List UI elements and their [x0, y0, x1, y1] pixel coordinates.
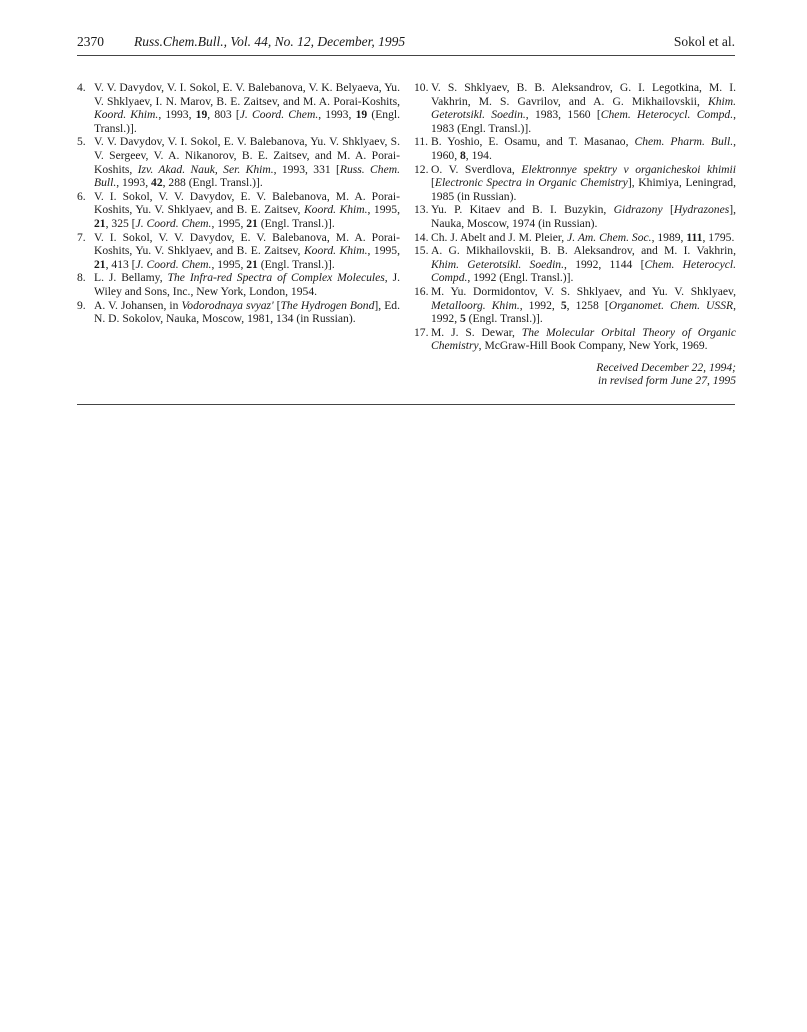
reference-text: V. I. Sokol, V. V. Davydov, E. V. Balebanova, M. A. Porai-Koshits, Yu. V. Shklyaev, and B. E. Zaitsev,	[94, 230, 400, 258]
received-line1: Received December 22, 1994;	[596, 360, 736, 374]
reference-text: A. G. Mikhailovskii, B. B. Aleksandrov, and M. I. Vakhrin,	[431, 244, 736, 258]
reference-item	[77, 81, 400, 135]
reference-text: B. Yoshio, E. Osamu, and T. Masanao,	[431, 135, 635, 149]
reference-item	[414, 203, 736, 230]
reference-text: V. V. Davydov, V. I. Sokol, E. V. Balebanova, Yu. V. Shklyaev, S. V. Sergeev, V. A. Nikanorov, B. E. Zaitsev, and M. A. Porai-Koshits,	[94, 135, 400, 176]
reference-text: , 325 [	[105, 216, 136, 230]
reference-number: 4.	[77, 81, 86, 94]
reference-text: ], Nauka, Moscow, 1974 (in Russian).	[431, 203, 736, 230]
reference-item	[77, 190, 400, 231]
bold-volume: 5	[459, 312, 466, 326]
reference-text: O. V. Sverdlova,	[431, 162, 522, 176]
reference-text: A. V. Johansen, in	[94, 298, 182, 312]
reference-text: , 1992, 1144 [	[564, 257, 645, 271]
reference-text: , 1995,	[211, 216, 247, 230]
reference-text: , 1992,	[519, 298, 561, 312]
reference-text: , McGraw-Hill Book Company, New York, 1969.	[478, 339, 708, 353]
reference-text: , 1992 (Engl. Transl.)].	[467, 271, 574, 285]
reference-text: (Engl. Transl.)].	[94, 108, 400, 135]
reference-text: M. Yu. Dormidontov, V. S. Shklyaev, and Yu. V. Shklyaev,	[431, 284, 736, 298]
reference-text: , 1992,	[431, 298, 737, 326]
reference-number: 9.	[77, 298, 86, 312]
reference-text: M. J. S. Dewar,	[431, 325, 522, 339]
italic-text: The Molecular Orbital Theory of Organic Chemistry	[431, 325, 736, 353]
header-rule	[77, 55, 735, 56]
italic-text: Koord. Khim.	[303, 244, 368, 258]
italic-text: Organomet. Chem. USSR	[608, 298, 734, 312]
reference-text: , 1995,	[367, 244, 401, 258]
reference-item	[77, 231, 400, 272]
reference-item	[414, 244, 736, 285]
journal-citation: Russ.Chem.Bull., Vol. 44, No. 12, December, 1995	[134, 34, 406, 49]
reference-number: 11.	[414, 135, 429, 149]
reference-text: , 1795.	[702, 230, 735, 244]
running-authors	[674, 34, 735, 50]
italic-text: Koord. Khim.	[303, 203, 368, 217]
reference-text: , 1995,	[211, 257, 247, 271]
italic-text: Chem. Heterocycl. Compd.	[431, 257, 736, 285]
reference-text: , 1995,	[367, 203, 401, 217]
italic-text: J. Am. Chem. Soc.	[567, 230, 652, 244]
reference-item	[77, 299, 400, 326]
reference-number: 10.	[414, 81, 429, 94]
reference-item	[414, 285, 736, 326]
bold-volume: 42	[151, 176, 163, 190]
italic-text: Izv. Akad. Nauk, Ser. Khim.	[137, 162, 274, 176]
reference-item	[414, 326, 736, 353]
italic-text: J. Coord. Chem.	[135, 216, 212, 230]
reference-text: V. V. Davydov, V. I. Sokol, E. V. Balebanova, V. K. Belyaeva, Yu. V. Shklyaev, I. N. Marov, B. E. Zaitsev, and M. A. Porai-Koshits,	[94, 81, 400, 108]
bold-volume: 21	[94, 216, 106, 230]
italic-text: Russ. Chem. Bull.	[94, 162, 400, 190]
reference-text: ], Ed. N. D. Sokolov, Nauka, Moscow, 1981, 134 (in Russian).	[94, 298, 401, 326]
reference-text: , 413 [	[105, 257, 136, 271]
bold-volume: 21	[246, 216, 258, 230]
reference-item	[77, 135, 400, 189]
italic-text: Chem. Pharm. Bull.	[634, 135, 734, 149]
reference-item	[77, 271, 400, 298]
bold-volume: 5	[560, 298, 567, 312]
reference-text: Ch. J. Abelt and J. M. Pleier,	[431, 230, 568, 244]
reference-number: 17.	[414, 325, 429, 339]
reference-text: (Engl. Transl.)].	[465, 312, 543, 326]
bold-volume: 19	[355, 108, 368, 122]
italic-text: J. Coord. Chem.	[239, 108, 319, 122]
reference-text: , 1993, 331 [	[273, 162, 340, 176]
reference-number: 12.	[414, 162, 429, 176]
bold-volume: 21	[246, 257, 258, 271]
received-dates	[414, 361, 736, 388]
reference-text: , 288 (Engl. Transl.)].	[162, 176, 263, 190]
reference-text: , 1258 [	[566, 298, 609, 312]
reference-text: , 194.	[465, 148, 492, 162]
reference-text: V. I. Sokol, V. V. Davydov, E. V. Balebanova, M. A. Porai-Koshits, Yu. V. Shklyaev, and B. E. Zaitsev,	[94, 189, 400, 217]
reference-text: L. J. Bellamy,	[94, 271, 168, 285]
bold-volume: 8	[459, 148, 466, 162]
reference-number: 8.	[77, 271, 86, 285]
reference-text: ], Khimiya, Leningrad, 1985 (in Russian).	[431, 176, 736, 203]
reference-text: , 1993,	[158, 108, 196, 122]
italic-text: Elektronnye spektry v organicheskoi khimii	[521, 162, 736, 176]
bold-volume: 111	[686, 230, 703, 244]
reference-text: , 803 [	[207, 108, 240, 122]
italic-text: Metalloorg. Khim.	[431, 298, 520, 312]
reference-number: 14.	[414, 230, 429, 244]
italic-text: Electronic Spectra in Organic Chemistry	[434, 176, 628, 190]
reference-text: , 1989,	[651, 230, 687, 244]
bold-volume: 19	[195, 108, 208, 122]
italic-text: Chem. Heterocycl. Compd.	[600, 108, 734, 122]
italic-text: Khim. Geterotsikl. Soedin.	[431, 94, 736, 122]
reference-text: , 1993,	[318, 108, 356, 122]
reference-text: Yu. P. Kitaev and B. I. Buzykin,	[431, 203, 614, 217]
reference-text: , 1983, 1560 [	[525, 108, 601, 122]
italic-text: Vodorodnaya svyaz'	[181, 298, 274, 312]
reference-text: , 1993,	[116, 176, 152, 190]
reference-number: 13.	[414, 203, 429, 217]
reference-number: 6.	[77, 189, 86, 203]
reference-text: (Engl. Transl.)].	[257, 216, 335, 230]
italic-text: Koord. Khim.	[94, 108, 159, 122]
italic-text: Khim. Geterotsikl. Soedin.	[431, 257, 565, 271]
references-left-column	[77, 81, 400, 326]
references-right-column	[414, 81, 736, 388]
reference-text: V. S. Shklyaev, B. B. Aleksandrov, G. I. Legotkina, M. I. Vakhrin, M. S. Gavrilov, and A. G. Mikhailovskii,	[431, 81, 736, 108]
reference-text: (Engl. Transl.)].	[257, 257, 335, 271]
italic-text: The Infra-red Spectra of Complex Molecules	[167, 271, 385, 285]
italic-text: J. Coord. Chem.	[135, 257, 212, 271]
reference-item	[414, 231, 736, 245]
italic-text: Hydrazones	[673, 203, 730, 217]
reference-item	[414, 163, 736, 204]
page-number: 2370	[77, 34, 104, 49]
italic-text: The Hydrogen Bond	[280, 298, 375, 312]
reference-number: 7.	[77, 230, 86, 244]
reference-text: , J. Wiley and Sons, Inc., New York, London, 1954.	[94, 271, 401, 298]
running-authors-name: Sokol et al.	[673, 34, 735, 49]
reference-text: [	[662, 203, 674, 217]
reference-item	[414, 81, 736, 135]
reference-text: , 1960,	[431, 135, 736, 162]
reference-item	[414, 135, 736, 162]
footer-rule	[77, 404, 735, 405]
reference-number: 15.	[414, 244, 429, 258]
reference-number: 5.	[77, 135, 86, 149]
reference-text: [	[431, 176, 435, 190]
italic-text: Gidrazony	[613, 203, 663, 217]
running-header	[77, 34, 735, 52]
reference-text: , 1983 (Engl. Transl.)].	[431, 108, 736, 135]
received-line2: in revised form June 27, 1995	[597, 374, 736, 388]
reference-number: 16.	[414, 284, 429, 298]
reference-text: [	[273, 298, 281, 312]
bold-volume: 21	[94, 257, 106, 271]
